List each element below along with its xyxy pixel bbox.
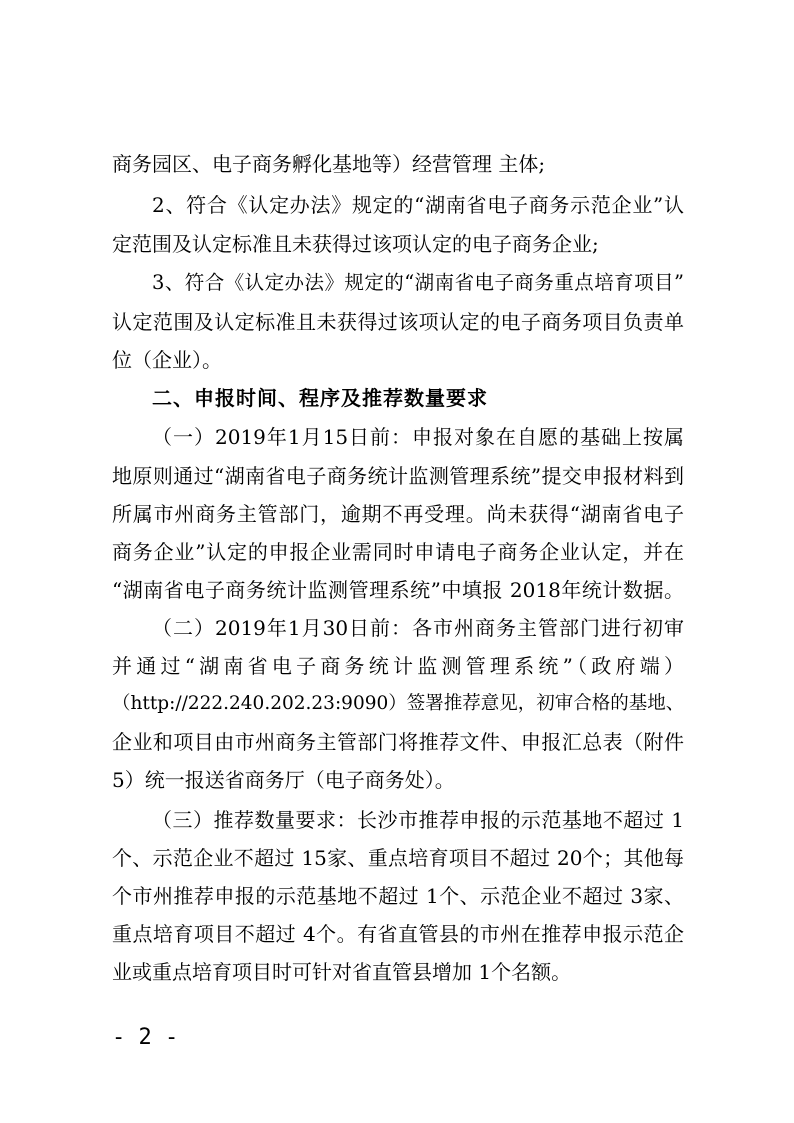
page-number: - 2 - bbox=[112, 1025, 179, 1050]
text-line-4: 3、符合《认定办法》规定的“湖南省电子商务重点培育项目” bbox=[152, 271, 684, 294]
text-line-2: 2、符合《认定办法》规定的“湖南省电子商务示范企业”认 bbox=[152, 193, 684, 217]
text-line-12: “湖南省电子商务统计监测管理系统”中填报 2018年统计数据。 bbox=[112, 578, 684, 602]
text-line-22: 业或重点培育项目时可针对省直管县增加 1个名额。 bbox=[112, 960, 572, 984]
text-line-6: 位（企业）。 bbox=[112, 348, 222, 372]
text-line-11: 商务企业”认定的申报企业需同时申请电子商务企业认定，并在 bbox=[112, 540, 684, 564]
text-line-13: （二）2019年1月30日前：各市州商务主管部门进行初审 bbox=[152, 616, 684, 640]
text-line-14: 并通过“湖南省电子商务统计监测管理系统”（政府端） bbox=[112, 654, 684, 678]
text-line-8: （一）2019年1月15日前：申报对象在自愿的基础上按属 bbox=[152, 425, 684, 449]
text-line-3: 定范围及认定标准且未获得过该项认定的电子商务企业; bbox=[112, 232, 599, 256]
text-line-10: 所属市州商务主管部门，逾期不再受理。尚未获得“湖南省电子 bbox=[112, 502, 684, 526]
text-line-20: 个市州推荐申报的示范基地不超过 1个、示范企业不超过 3家、 bbox=[112, 884, 684, 908]
text-line-18: （三）推荐数量要求：长沙市推荐申报的示范基地不超过 1 bbox=[152, 808, 684, 832]
section-heading: 二、申报时间、程序及推荐数量要求 bbox=[152, 386, 488, 410]
text-line-16: 企业和项目由市州商务主管部门将推荐文件、申报汇总表（附件 bbox=[112, 730, 684, 754]
text-line-15: （http://222.240.202.23:9090）签署推荐意见，初审合格的基地、 bbox=[112, 693, 685, 714]
text-line-1: 商务园区、电子商务孵化基地等）经营管理 主体; bbox=[112, 152, 546, 176]
text-line-21: 重点培育项目不超过 4个。有省直管县的市州在推荐申报示范企 bbox=[112, 922, 684, 946]
text-line-5: 认定范围及认定标准且未获得过该项认定的电子商务项目负责单 bbox=[112, 310, 684, 334]
text-line-19: 个、示范企业不超过 15家、重点培育项目不超过 20个；其他每 bbox=[112, 846, 684, 870]
text-line-9: 地原则通过“湖南省电子商务统计监测管理系统”提交申报材料到 bbox=[112, 464, 684, 488]
text-line-17: 5）统一报送省商务厅（电子商务处）。 bbox=[112, 768, 455, 792]
